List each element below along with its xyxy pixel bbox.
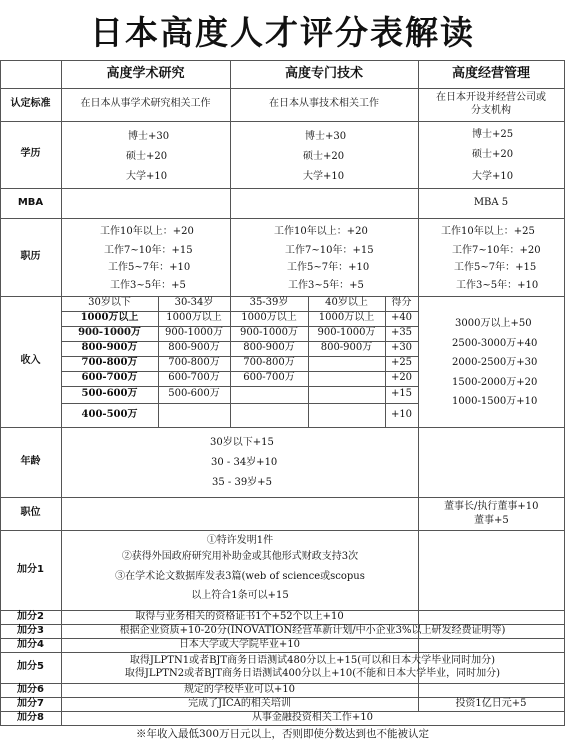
income-range-cell: 600-700万 xyxy=(81,372,138,384)
income-business-item: 2500-3000万+40 xyxy=(452,338,538,349)
bonus1-item: ①特许发明1件 xyxy=(206,535,274,546)
row-label-bonus8: 加分8 xyxy=(17,711,44,723)
bonus7-text: 完成了JICA的相关培训 xyxy=(188,697,291,709)
income-range-cell: 900-1000万 xyxy=(78,327,141,339)
row-label-position: 职位 xyxy=(20,507,41,519)
position-business-item: 董事长/执行董事+10 xyxy=(444,501,539,512)
row-label-career: 职历 xyxy=(20,250,41,262)
criteria-technical: 在日本从事技术相关工作 xyxy=(269,98,379,110)
education-academic-item: 硕士+20 xyxy=(126,151,168,162)
income-range-cell: 700-800万 xyxy=(168,357,220,369)
row-label-bonus3: 加分3 xyxy=(17,624,44,636)
education-business-item: 硕士+20 xyxy=(472,149,514,160)
row-label-bonus4: 加分4 xyxy=(17,638,44,650)
row-label-education: 学历 xyxy=(20,148,41,160)
income-range-cell: 500-600万 xyxy=(168,388,220,400)
position-business-item: 董事+5 xyxy=(474,515,509,526)
income-range-cell: 400-500万 xyxy=(81,408,138,420)
bonus1-item: ③在学术论文数据库发表3篇(web of science或scopus xyxy=(115,571,365,582)
row-label-income: 收入 xyxy=(20,355,41,367)
column-header-academic: 高度学术研究 xyxy=(106,65,185,81)
row-label-mba: MBA xyxy=(17,196,44,208)
footer-note: ※年收入最低300万日元以上，否则即使分数达到也不能被认定 xyxy=(135,728,430,740)
bonus6-text: 规定的学校毕业可以+10 xyxy=(183,683,296,695)
row-label-bonus2: 加分2 xyxy=(17,610,44,622)
career-academic-item: 工作3~5年：+5 xyxy=(110,280,186,291)
criteria-business-line: 在日本开设并经营公司或 xyxy=(436,92,546,103)
income-range-cell: 700-800万 xyxy=(243,357,295,369)
income-score-cell: +40 xyxy=(390,312,413,324)
column-header-business: 高度经营管理 xyxy=(451,65,530,81)
income-score-cell: +25 xyxy=(390,357,413,369)
income-range-cell: 600-700万 xyxy=(243,372,295,384)
income-header-cell: 40岁以上 xyxy=(325,297,368,309)
bonus7-business: 投资1亿日元+5 xyxy=(455,697,527,709)
income-score-cell: +15 xyxy=(390,388,413,400)
career-business-item: 工作7~10年：+20 xyxy=(452,245,541,256)
income-header-cell: 35-39岁 xyxy=(249,297,289,309)
income-business-item: 2000-2500万+30 xyxy=(452,357,538,368)
income-range-cell: 500-600万 xyxy=(81,388,138,400)
criteria-business-line: 分支机构 xyxy=(471,104,511,116)
career-technical-item: 工作3~5年：+5 xyxy=(288,280,364,291)
grid-line xyxy=(0,530,565,531)
income-range-cell: 1000万以上 xyxy=(241,312,297,324)
bonus4-text: 日本大学或大学院毕业+10 xyxy=(178,638,301,650)
row-label-age: 年龄 xyxy=(20,455,41,467)
row-label-bonus7: 加分7 xyxy=(17,697,44,709)
education-technical-item: 大学+10 xyxy=(303,171,345,182)
income-business-item: 3000万以上+50 xyxy=(455,318,532,329)
income-business-item: 1000-1500万+10 xyxy=(452,396,538,407)
career-academic-item: 工作10年以上：+20 xyxy=(100,226,194,237)
income-range-cell: 800-900万 xyxy=(243,342,295,354)
income-range-cell: 900-1000万 xyxy=(240,327,298,339)
education-technical-item: 博士+30 xyxy=(305,131,347,142)
grid-line xyxy=(0,121,565,122)
mba-business: MBA 5 xyxy=(473,196,509,208)
bonus8-text: 从事金融投资相关工作+10 xyxy=(251,711,374,723)
income-header-cell: 30岁以下 xyxy=(88,297,131,309)
age-item: 30岁以下+15 xyxy=(210,437,274,448)
career-business-item: 工作3~5年：+10 xyxy=(456,280,539,291)
page-title: 日本高度人才评分表解读 xyxy=(90,12,475,52)
income-score-cell: +30 xyxy=(390,342,413,354)
row-label-criteria: 认定标准 xyxy=(10,98,51,110)
bonus5-line: 取得JLPTN1或者BJT商务日语测试480分以上+15(可以和日本大学毕业同时加分) xyxy=(129,655,496,666)
income-range-cell: 800-900万 xyxy=(320,342,373,354)
income-range-cell: 1000万以上 xyxy=(166,312,222,324)
column-header-technical: 高度专门技术 xyxy=(284,65,363,81)
criteria-business xyxy=(418,88,564,121)
grid-line xyxy=(418,60,419,711)
career-technical-item: 工作5~7年：+10 xyxy=(287,262,370,273)
income-range-cell: 800-900万 xyxy=(81,342,138,354)
education-academic-item: 大学+10 xyxy=(126,171,168,182)
criteria-academic: 在日本从事学术研究相关工作 xyxy=(80,98,211,110)
education-business-item: 大学+10 xyxy=(472,171,514,182)
age-item: 35 - 39岁+5 xyxy=(212,477,272,488)
education-academic-item: 博士+30 xyxy=(128,131,170,142)
income-score-cell: +20 xyxy=(390,372,413,384)
career-business-item: 工作10年以上：+25 xyxy=(441,226,535,237)
row-label-bonus1: 加分1 xyxy=(17,563,44,575)
income-range-cell: 900-1000万 xyxy=(317,327,376,339)
income-range-cell: 900-1000万 xyxy=(165,327,223,339)
income-score-cell: +35 xyxy=(390,327,413,339)
bonus1-item: ②获得外国政府研究用补助金或其他形式财政支持3次 xyxy=(121,551,359,562)
bonus5-line: 取得JLPTN2或者BJT商务日语测试400分以上+10(不能和日本大学毕业，同时加分) xyxy=(124,667,501,679)
grid-line xyxy=(0,218,565,219)
grid-line xyxy=(0,427,565,428)
bonus2-text: 取得与业务相关的资格证书1个+52个以上+10 xyxy=(135,610,344,622)
row-label-bonus6: 加分6 xyxy=(17,683,44,695)
income-header-cell: 30-34岁 xyxy=(174,297,214,309)
income-range-cell: 800-900万 xyxy=(168,342,220,354)
age-item: 30 - 34岁+10 xyxy=(211,457,278,468)
income-header-cell: 得分 xyxy=(391,297,412,309)
education-business-item: 博士+25 xyxy=(472,129,514,140)
grid-line xyxy=(0,497,565,498)
bonus1-item: 以上符合1条可以+15 xyxy=(191,590,289,601)
career-technical-item: 工作7~10年：+15 xyxy=(285,245,374,256)
career-technical-item: 工作10年以上：+20 xyxy=(274,226,368,237)
career-business-item: 工作5~7年：+15 xyxy=(454,262,537,273)
career-academic-item: 工作7~10年：+15 xyxy=(104,245,193,256)
education-technical-item: 硕士+20 xyxy=(303,151,345,162)
career-academic-item: 工作5~7年：+10 xyxy=(108,262,191,273)
bonus5-text xyxy=(61,652,564,683)
bonus3-text: 根据企业资质+10-20分(INOVATION经营革新计划/中小企业3%以上研发经费证明等) xyxy=(119,624,506,636)
income-range-cell: 700-800万 xyxy=(81,357,138,369)
income-range-cell: 600-700万 xyxy=(168,372,220,384)
income-range-cell: 1000万以上 xyxy=(318,312,375,324)
income-score-cell: +10 xyxy=(390,408,413,420)
income-range-cell: 1000万以上 xyxy=(80,312,139,324)
income-business-item: 1500-2000万+20 xyxy=(452,377,538,388)
row-label-bonus5: 加分5 xyxy=(17,661,44,673)
